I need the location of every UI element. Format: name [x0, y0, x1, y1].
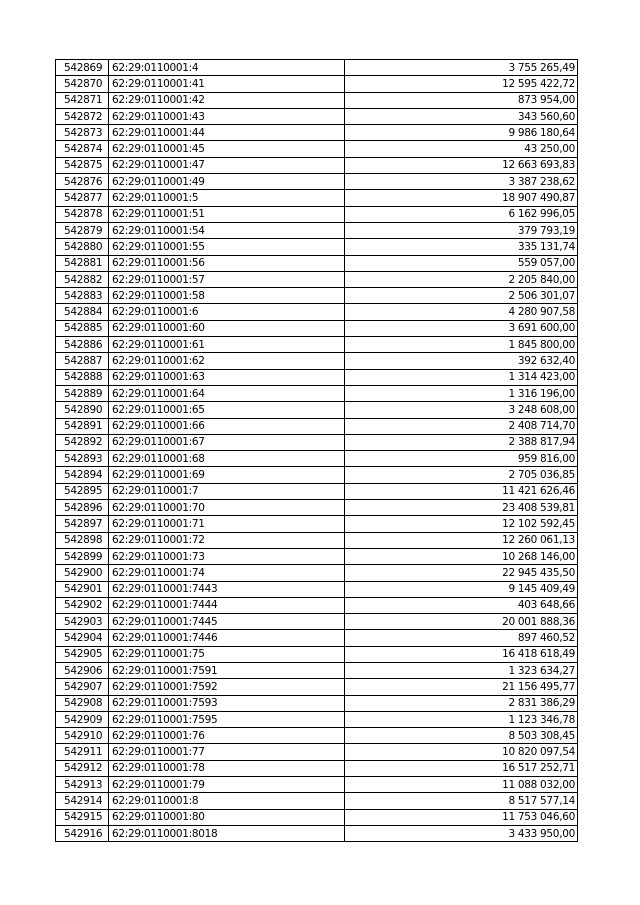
value-cell: 9 986 180,64 [345, 125, 578, 141]
value-cell: 20 001 888,36 [345, 614, 578, 630]
row-number-cell: 542885 [56, 320, 109, 336]
value-cell: 12 663 693,83 [345, 157, 578, 173]
table-row [56, 581, 578, 597]
table-row [56, 304, 578, 320]
row-number-cell: 542871 [56, 92, 109, 108]
cadastral-number-cell: 62:29:0110001:67 [109, 434, 345, 450]
table-row [56, 239, 578, 255]
table-row [56, 500, 578, 516]
table-row [56, 728, 578, 744]
cadastral-number-cell: 62:29:0110001:45 [109, 141, 345, 157]
value-cell: 335 131,74 [345, 239, 578, 255]
row-number-cell: 542892 [56, 434, 109, 450]
row-number-cell: 542913 [56, 777, 109, 793]
table-row [56, 222, 578, 238]
cadastral-number-cell: 62:29:0110001:56 [109, 255, 345, 271]
row-number-cell: 542912 [56, 760, 109, 776]
table-row [56, 271, 578, 287]
table-row [56, 174, 578, 190]
value-cell: 3 691 600,00 [345, 320, 578, 336]
row-number-cell: 542905 [56, 646, 109, 662]
cadastral-value-table [55, 59, 578, 842]
row-number-cell: 542909 [56, 711, 109, 727]
cadastral-number-cell: 62:29:0110001:8018 [109, 825, 345, 841]
table-row [56, 337, 578, 353]
cadastral-number-cell: 62:29:0110001:42 [109, 92, 345, 108]
cadastral-number-cell: 62:29:0110001:61 [109, 337, 345, 353]
cadastral-number-cell: 62:29:0110001:75 [109, 646, 345, 662]
value-cell: 43 250,00 [345, 141, 578, 157]
table-row [56, 744, 578, 760]
cadastral-number-cell: 62:29:0110001:5 [109, 190, 345, 206]
row-number-cell: 542888 [56, 369, 109, 385]
table-row [56, 353, 578, 369]
table-row [56, 565, 578, 581]
table-row [56, 614, 578, 630]
cadastral-number-cell: 62:29:0110001:7443 [109, 581, 345, 597]
table-row [56, 825, 578, 841]
row-number-cell: 542897 [56, 516, 109, 532]
table-row [56, 206, 578, 222]
table-row [56, 695, 578, 711]
row-number-cell: 542911 [56, 744, 109, 760]
row-number-cell: 542872 [56, 108, 109, 124]
cadastral-number-cell: 62:29:0110001:8 [109, 793, 345, 809]
value-cell: 12 595 422,72 [345, 76, 578, 92]
table-row [56, 467, 578, 483]
row-number-cell: 542882 [56, 271, 109, 287]
value-cell: 16 517 252,71 [345, 760, 578, 776]
row-number-cell: 542876 [56, 174, 109, 190]
cadastral-number-cell: 62:29:0110001:57 [109, 271, 345, 287]
row-number-cell: 542904 [56, 630, 109, 646]
row-number-cell: 542893 [56, 451, 109, 467]
cadastral-number-cell: 62:29:0110001:70 [109, 500, 345, 516]
cadastral-number-cell: 62:29:0110001:7592 [109, 679, 345, 695]
table-row [56, 483, 578, 499]
row-number-cell: 542890 [56, 402, 109, 418]
row-number-cell: 542877 [56, 190, 109, 206]
cadastral-number-cell: 62:29:0110001:7593 [109, 695, 345, 711]
value-cell: 1 323 634,27 [345, 662, 578, 678]
table-row [56, 597, 578, 613]
value-cell: 23 408 539,81 [345, 500, 578, 516]
cadastral-number-cell: 62:29:0110001:71 [109, 516, 345, 532]
value-cell: 12 260 061,13 [345, 532, 578, 548]
value-cell: 11 753 046,60 [345, 809, 578, 825]
value-cell: 379 793,19 [345, 222, 578, 238]
row-number-cell: 542875 [56, 157, 109, 173]
cadastral-number-cell: 62:29:0110001:78 [109, 760, 345, 776]
value-cell: 343 560,60 [345, 108, 578, 124]
value-cell: 2 388 817,94 [345, 434, 578, 450]
value-cell: 3 248 608,00 [345, 402, 578, 418]
row-number-cell: 542874 [56, 141, 109, 157]
row-number-cell: 542915 [56, 809, 109, 825]
table-row [56, 662, 578, 678]
table-body [56, 60, 578, 842]
table-row [56, 809, 578, 825]
cadastral-number-cell: 62:29:0110001:77 [109, 744, 345, 760]
value-cell: 21 156 495,77 [345, 679, 578, 695]
cadastral-number-cell: 62:29:0110001:65 [109, 402, 345, 418]
value-cell: 8 503 308,45 [345, 728, 578, 744]
cadastral-number-cell: 62:29:0110001:62 [109, 353, 345, 369]
value-cell: 3 433 950,00 [345, 825, 578, 841]
table-row [56, 548, 578, 564]
cadastral-number-cell: 62:29:0110001:66 [109, 418, 345, 434]
value-cell: 1 314 423,00 [345, 369, 578, 385]
row-number-cell: 542894 [56, 467, 109, 483]
cadastral-number-cell: 62:29:0110001:7446 [109, 630, 345, 646]
value-cell: 16 418 618,49 [345, 646, 578, 662]
value-cell: 3 755 265,49 [345, 60, 578, 76]
row-number-cell: 542879 [56, 222, 109, 238]
value-cell: 18 907 490,87 [345, 190, 578, 206]
table-row [56, 369, 578, 385]
cadastral-number-cell: 62:29:0110001:69 [109, 467, 345, 483]
value-cell: 11 088 032,00 [345, 777, 578, 793]
cadastral-number-cell: 62:29:0110001:55 [109, 239, 345, 255]
table-row [56, 777, 578, 793]
cadastral-number-cell: 62:29:0110001:76 [109, 728, 345, 744]
row-number-cell: 542873 [56, 125, 109, 141]
table-row [56, 451, 578, 467]
row-number-cell: 542895 [56, 483, 109, 499]
table-row [56, 76, 578, 92]
cadastral-number-cell: 62:29:0110001:51 [109, 206, 345, 222]
value-cell: 6 162 996,05 [345, 206, 578, 222]
cadastral-number-cell: 62:29:0110001:43 [109, 108, 345, 124]
table-row [56, 320, 578, 336]
row-number-cell: 542898 [56, 532, 109, 548]
cadastral-number-cell: 62:29:0110001:74 [109, 565, 345, 581]
value-cell: 1 123 346,78 [345, 711, 578, 727]
cadastral-number-cell: 62:29:0110001:68 [109, 451, 345, 467]
cadastral-number-cell: 62:29:0110001:79 [109, 777, 345, 793]
value-cell: 403 648,66 [345, 597, 578, 613]
table-row [56, 92, 578, 108]
table-row [56, 630, 578, 646]
value-cell: 10 820 097,54 [345, 744, 578, 760]
table-row [56, 418, 578, 434]
table-row [56, 646, 578, 662]
table-row [56, 255, 578, 271]
row-number-cell: 542870 [56, 76, 109, 92]
value-cell: 12 102 592,45 [345, 516, 578, 532]
row-number-cell: 542902 [56, 597, 109, 613]
cadastral-number-cell: 62:29:0110001:6 [109, 304, 345, 320]
value-cell: 8 517 577,14 [345, 793, 578, 809]
row-number-cell: 542884 [56, 304, 109, 320]
value-cell: 9 145 409,49 [345, 581, 578, 597]
row-number-cell: 542883 [56, 288, 109, 304]
cadastral-number-cell: 62:29:0110001:7445 [109, 614, 345, 630]
value-cell: 3 387 238,62 [345, 174, 578, 190]
cadastral-number-cell: 62:29:0110001:7591 [109, 662, 345, 678]
value-cell: 2 705 036,85 [345, 467, 578, 483]
table-row [56, 532, 578, 548]
row-number-cell: 542891 [56, 418, 109, 434]
cadastral-number-cell: 62:29:0110001:80 [109, 809, 345, 825]
table-row [56, 402, 578, 418]
value-cell: 2 506 301,07 [345, 288, 578, 304]
table-row [56, 760, 578, 776]
cadastral-number-cell: 62:29:0110001:73 [109, 548, 345, 564]
value-cell: 2 205 840,00 [345, 271, 578, 287]
table-row [56, 793, 578, 809]
row-number-cell: 542878 [56, 206, 109, 222]
cadastral-number-cell: 62:29:0110001:58 [109, 288, 345, 304]
table-row [56, 385, 578, 401]
table-row [56, 108, 578, 124]
cadastral-number-cell: 62:29:0110001:47 [109, 157, 345, 173]
cadastral-number-cell: 62:29:0110001:63 [109, 369, 345, 385]
row-number-cell: 542881 [56, 255, 109, 271]
cadastral-number-cell: 62:29:0110001:44 [109, 125, 345, 141]
value-cell: 392 632,40 [345, 353, 578, 369]
table-row [56, 434, 578, 450]
cadastral-number-cell: 62:29:0110001:72 [109, 532, 345, 548]
cadastral-number-cell: 62:29:0110001:4 [109, 60, 345, 76]
table-row [56, 60, 578, 76]
row-number-cell: 542900 [56, 565, 109, 581]
value-cell: 22 945 435,50 [345, 565, 578, 581]
table-row [56, 125, 578, 141]
value-cell: 2 831 386,29 [345, 695, 578, 711]
row-number-cell: 542903 [56, 614, 109, 630]
row-number-cell: 542887 [56, 353, 109, 369]
row-number-cell: 542869 [56, 60, 109, 76]
value-cell: 1 845 800,00 [345, 337, 578, 353]
value-cell: 10 268 146,00 [345, 548, 578, 564]
row-number-cell: 542916 [56, 825, 109, 841]
row-number-cell: 542899 [56, 548, 109, 564]
table-row [56, 157, 578, 173]
cadastral-number-cell: 62:29:0110001:7 [109, 483, 345, 499]
value-cell: 873 954,00 [345, 92, 578, 108]
cadastral-number-cell: 62:29:0110001:60 [109, 320, 345, 336]
value-cell: 897 460,52 [345, 630, 578, 646]
cadastral-number-cell: 62:29:0110001:64 [109, 385, 345, 401]
value-cell: 959 816,00 [345, 451, 578, 467]
value-cell: 11 421 626,46 [345, 483, 578, 499]
row-number-cell: 542914 [56, 793, 109, 809]
cadastral-number-cell: 62:29:0110001:41 [109, 76, 345, 92]
row-number-cell: 542908 [56, 695, 109, 711]
table-row [56, 516, 578, 532]
table-row [56, 141, 578, 157]
row-number-cell: 542901 [56, 581, 109, 597]
row-number-cell: 542880 [56, 239, 109, 255]
table-row [56, 679, 578, 695]
row-number-cell: 542906 [56, 662, 109, 678]
value-cell: 2 408 714,70 [345, 418, 578, 434]
row-number-cell: 542907 [56, 679, 109, 695]
value-cell: 1 316 196,00 [345, 385, 578, 401]
value-cell: 559 057,00 [345, 255, 578, 271]
cadastral-number-cell: 62:29:0110001:7595 [109, 711, 345, 727]
row-number-cell: 542896 [56, 500, 109, 516]
cadastral-number-cell: 62:29:0110001:7444 [109, 597, 345, 613]
row-number-cell: 542889 [56, 385, 109, 401]
row-number-cell: 542910 [56, 728, 109, 744]
table-row [56, 190, 578, 206]
cadastral-number-cell: 62:29:0110001:54 [109, 222, 345, 238]
table-row [56, 288, 578, 304]
row-number-cell: 542886 [56, 337, 109, 353]
value-cell: 4 280 907,58 [345, 304, 578, 320]
cadastral-number-cell: 62:29:0110001:49 [109, 174, 345, 190]
table-row [56, 711, 578, 727]
